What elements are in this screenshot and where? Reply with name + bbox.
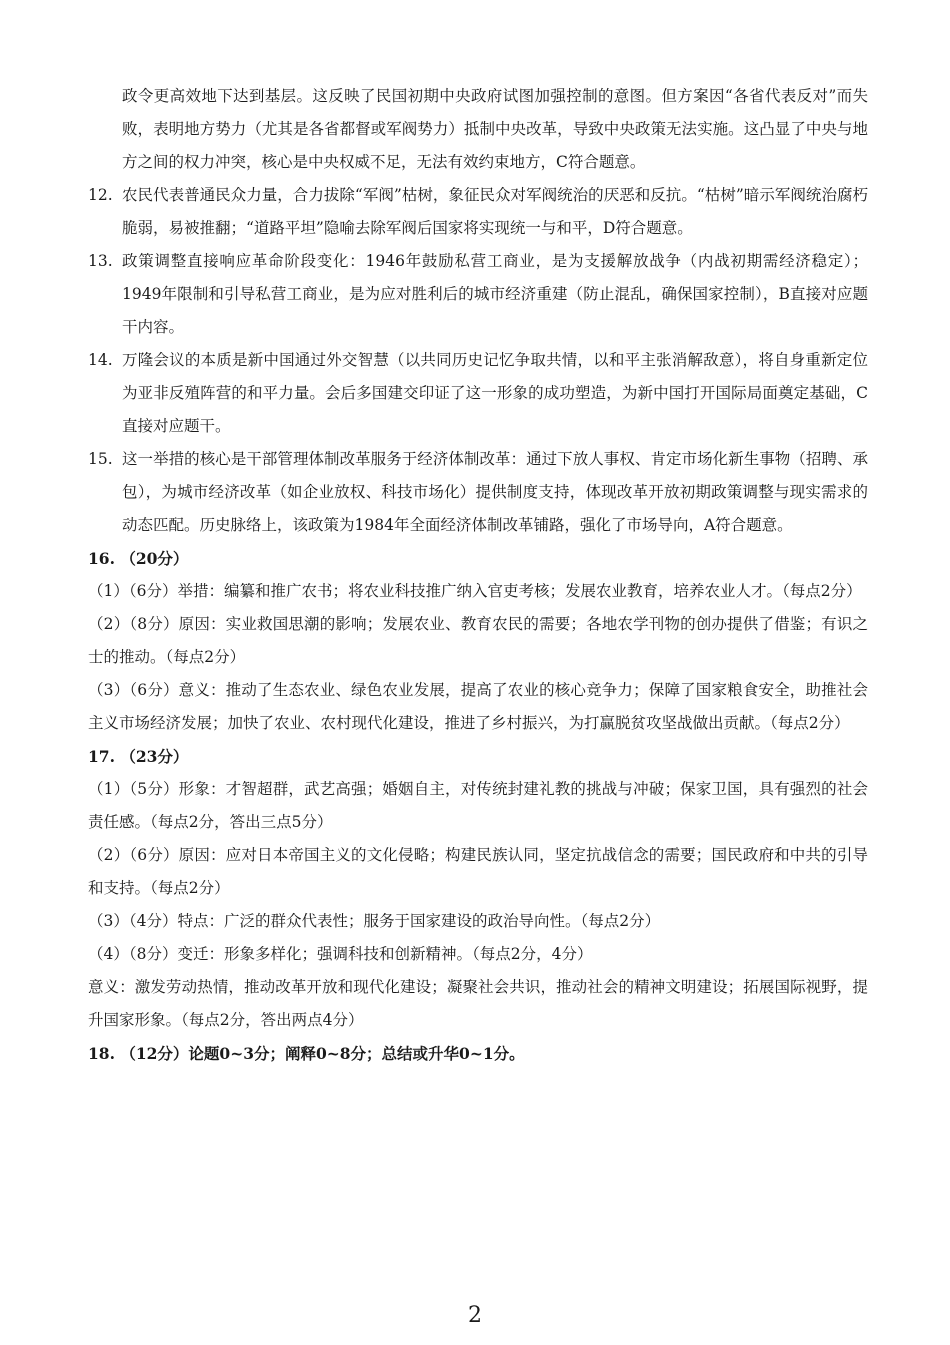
q16-part-1: （1）（6分）举措：编纂和推广农书；将农业科技推广纳入官吏考核；发展农业教育，培养农业人才。（每点2分） — [88, 582, 862, 600]
q16-part-2: （2）（8分）原因：实业救国思潮的影响；发展农业、教育农民的需要；各地农学刊物的创办提供了借鉴；有识之士的推动。（每点2分） — [88, 615, 868, 666]
answer-item-14 — [88, 344, 868, 443]
item-text: 万隆会议的本质是新中国通过外交智慧（以共同历史记忆争取共情，以和平主张消解敌意），将自身重新定位为亚非反殖阵营的和平力量。会后多国建交印证了这一形象的成功塑造，为新中国打开国际局面奠定基础，C直接对应题干。 — [122, 351, 868, 435]
answer-item-13 — [88, 245, 868, 344]
q17-part-1: （1）（5分）形象：才智超群，武艺高强；婚姻自主，对传统封建礼教的挑战与冲破；保家卫国，具有强烈的社会责任感。（每点2分，答出三点5分） — [88, 780, 868, 831]
item-text: 政策调整直接响应革命阶段变化：1946年鼓励私营工商业，是为支援解放战争（内战初期需经济稳定）；1949年限制和引导私营工商业，是为应对胜利后的城市经济重建（防止混乱，确保国家控制），B直接对应题干内容。 — [122, 252, 868, 336]
item-number: 12. — [88, 186, 113, 204]
item-number: 15. — [88, 450, 113, 468]
q17-heading: 17. （23分） — [88, 747, 189, 766]
q18-heading: 18. （12分）论题0~3分；阐释0~8分；总结或升华0~1分。 — [88, 1044, 525, 1063]
answer-item-15 — [88, 443, 868, 542]
q11-continuation: 政令更高效地下达到基层。这反映了民国初期中央政府试图加强控制的意图。但方案因“各省代表反对”而失败，表明地方势力（尤其是各省都督或军阀势力）抵制中央改革，导致中央政策无法实施。这凸显了中央与地方之间的权力冲突，核心是中央权威不足，无法有效约束地方，C符合题意。 — [122, 87, 868, 171]
item-number: 14. — [88, 351, 113, 369]
q17-part-4: （4）（8分）变迁：形象多样化；强调科技和创新精神。（每点2分，4分） — [88, 945, 593, 963]
item-text: 农民代表普通民众力量，合力拔除“军阀”枯树，象征民众对军阀统治的厌恶和反抗。“枯树”暗示军阀统治腐朽脆弱，易被推翻；“道路平坦”隐喻去除军阀后国家将实现统一与和平，D符合题意。 — [122, 186, 868, 237]
item-text: 这一举措的核心是干部管理体制改革服务于经济体制改革：通过下放人事权、肯定市场化新生事物（招聘、承包），为城市经济改革（如企业放权、科技市场化）提供制度支持，体现改革开放初期政策调整与现实需求的动态匹配。历史脉络上，该政策为1984年全面经济体制改革铺路，强化了市场导向，A符合题意。 — [122, 450, 868, 534]
q17-part-2: （2）（6分）原因：应对日本帝国主义的文化侵略；构建民族认同，坚定抗战信念的需要；国民政府和中共的引导和支持。（每点2分） — [88, 846, 868, 897]
item-number: 13. — [88, 252, 113, 270]
q17-significance: 意义：激发劳动热情，推动改革开放和现代化建设；凝聚社会共识，推动社会的精神文明建设；拓展国际视野，提升国家形象。（每点2分，答出两点4分） — [88, 978, 868, 1029]
answer-item-12 — [88, 179, 868, 245]
q17-part-3: （3）（4分）特点：广泛的群众代表性；服务于国家建设的政治导向性。（每点2分） — [88, 912, 661, 930]
answer-document — [88, 80, 868, 1070]
page-number: 2 — [468, 1303, 482, 1328]
q16-part-3: （3）（6分）意义：推动了生态农业、绿色农业发展，提高了农业的核心竞争力；保障了国家粮食安全，助推社会主义市场经济发展；加快了农业、农村现代化建设，推进了乡村振兴，为打赢脱贫攻坚战做出贡献。（每点2分） — [88, 681, 868, 732]
q16-heading: 16. （20分） — [88, 549, 189, 568]
